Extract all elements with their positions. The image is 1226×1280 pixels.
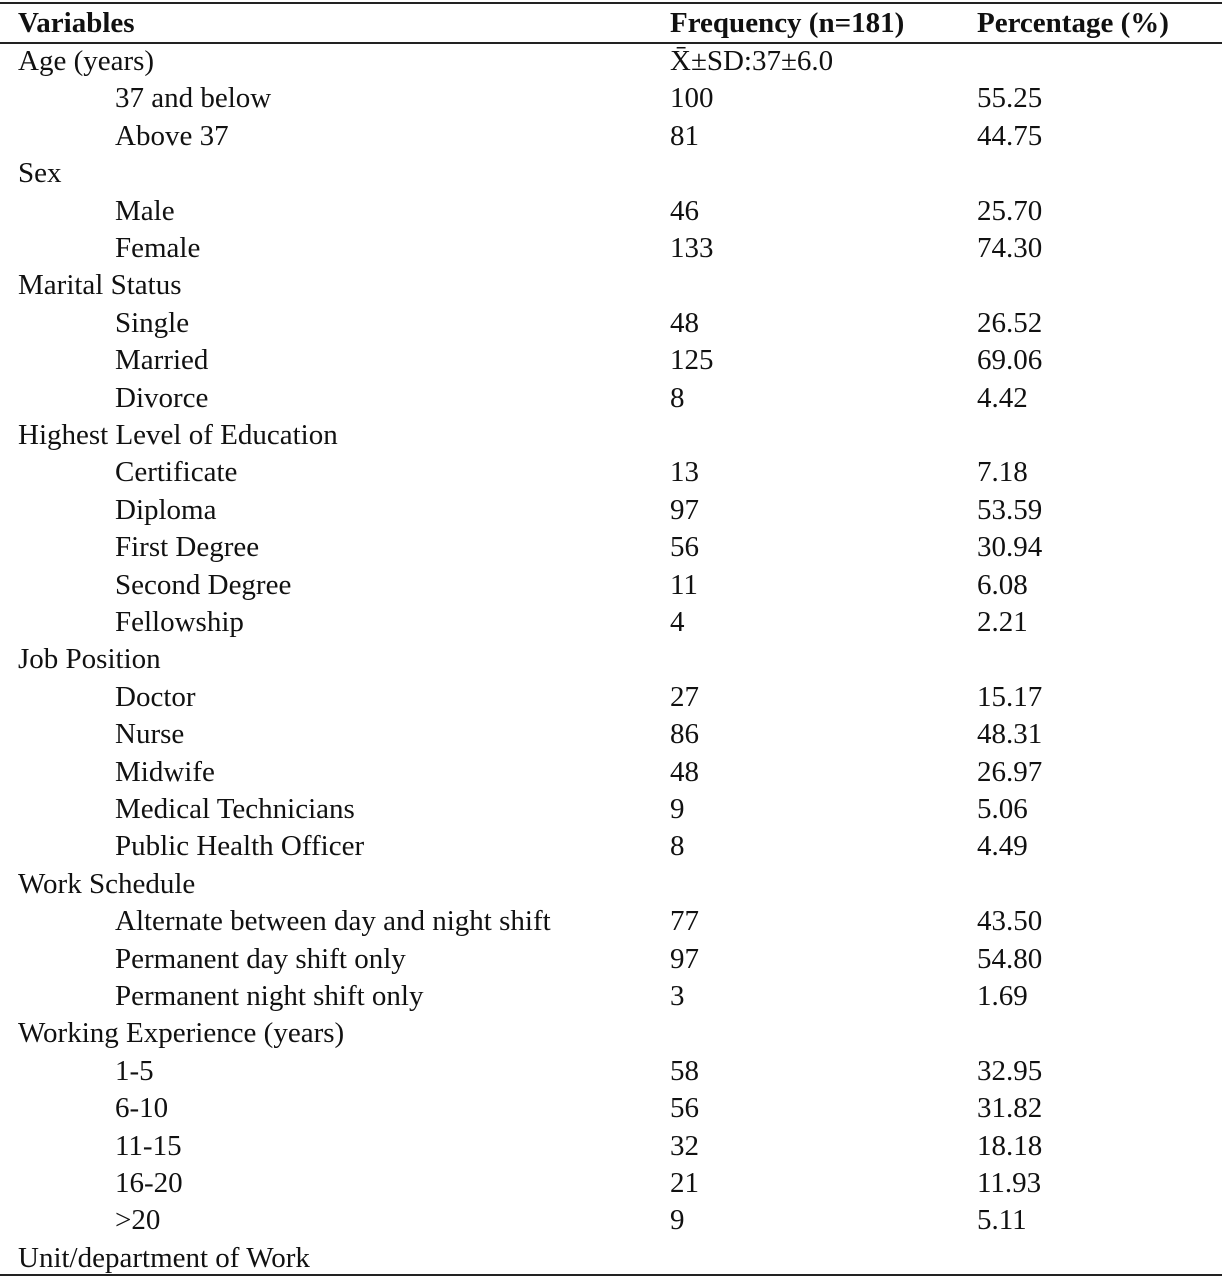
table-row [0,903,1222,940]
table-row [0,679,1222,716]
category-label: Job Position [18,643,161,676]
frequency-cell: 97 [670,493,699,526]
frequency-cell: 8 [670,830,685,863]
table-row [0,716,1222,753]
frequency-cell: 125 [670,344,714,377]
variable-label: Fellowship [115,606,244,638]
table-row [0,118,1222,155]
percentage-cell: 11.93 [977,1167,1042,1199]
variable-label: 37 and below [115,82,272,115]
variable-label: Midwife [115,755,215,788]
percentage-cell: 53.59 [977,493,1043,526]
category-row [0,267,1222,304]
table-row [0,305,1222,342]
percentage-cell: 26.97 [977,755,1043,788]
percentage-cell: 48.31 [977,718,1043,751]
variable-label: 11-15 [115,1129,182,1162]
category-label: Unit/department of Work [18,1241,310,1274]
table-row [0,529,1222,566]
variable-label: Alternate between day and night shift [115,905,551,938]
table-row [0,80,1222,117]
percentage-cell: 6.08 [977,568,1028,601]
table-row [0,978,1222,1015]
variable-label: Permanent night shift only [115,980,424,1012]
table-row [0,454,1222,491]
table-row [0,754,1222,791]
table-row [0,1165,1222,1202]
table-row [0,193,1222,230]
category-label: Age (years) [18,45,155,77]
percentage-cell: 43.50 [977,905,1043,938]
frequency-cell: 21 [670,1167,699,1199]
frequency-cell: 48 [670,306,699,339]
variable-label: Female [115,232,201,264]
percentage-cell: 26.52 [977,306,1043,339]
table-row [0,1202,1222,1239]
percentage-cell: 4.42 [977,381,1028,414]
variable-label: Doctor [115,680,196,713]
variable-label: Above 37 [115,119,229,152]
category-label: Sex [18,157,62,190]
percentage-cell: 2.21 [977,606,1028,638]
variable-label: Certificate [115,456,238,489]
percentage-cell: 32.95 [977,1054,1043,1087]
frequency-cell: 13 [670,456,699,489]
category-label: Work Schedule [18,867,196,900]
percentage-cell: 25.70 [977,194,1043,227]
percentage-cell: 15.17 [977,680,1043,713]
variable-label: 16-20 [115,1167,183,1199]
frequency-cell: 97 [670,942,699,975]
variable-label: Male [115,194,175,227]
category-row [0,155,1222,192]
category-row [0,641,1222,678]
frequency-cell: 56 [670,531,699,564]
category-row [0,43,1222,80]
frequency-cell: X̄±SD:37±6.0 [670,45,834,77]
frequency-cell: 32 [670,1129,699,1162]
category-row [0,417,1222,454]
percentage-cell: 55.25 [977,82,1043,115]
frequency-cell: 27 [670,680,699,713]
frequency-cell: 9 [670,1204,685,1237]
table-row [0,492,1222,529]
percentage-cell: 4.49 [977,830,1028,863]
table-row [0,342,1222,379]
variable-label: >20 [115,1204,161,1237]
frequency-cell: 77 [670,905,699,938]
table-row [0,567,1222,604]
percentage-cell: 7.18 [977,456,1028,489]
percentage-cell: 69.06 [977,344,1043,377]
table-row [0,604,1222,641]
frequency-cell: 9 [670,793,685,825]
frequency-cell: 8 [670,381,685,414]
frequency-cell: 3 [670,980,685,1012]
table-row [0,380,1222,417]
percentage-cell: 5.11 [977,1204,1027,1237]
percentage-cell: 31.82 [977,1092,1043,1125]
frequency-cell: 133 [670,232,714,264]
header-percentage: Percentage (%) [977,7,1169,39]
variable-label: Second Degree [115,568,292,601]
header-variables: Variables [18,7,135,39]
table-row [0,230,1222,267]
table-bottom-rule [0,1274,1222,1276]
frequency-cell: 48 [670,755,699,788]
category-row [0,866,1222,903]
variable-label: Permanent day shift only [115,942,406,975]
frequency-cell: 46 [670,194,699,227]
frequency-cell: 100 [670,82,714,115]
table-row [0,941,1222,978]
table-row [0,791,1222,828]
table-row [0,1090,1222,1127]
variable-label: Divorce [115,381,209,414]
variable-label: Public Health Officer [115,830,365,863]
percentage-cell: 30.94 [977,531,1043,564]
category-label: Working Experience (years) [18,1017,345,1050]
variable-label: Married [115,344,209,377]
table-row [0,828,1222,865]
table-header-row [0,4,1222,42]
variable-label: Single [115,306,190,339]
percentage-cell: 5.06 [977,793,1028,825]
table-row [0,1128,1222,1165]
variable-label: 1-5 [115,1054,154,1087]
category-row [0,1015,1222,1052]
percentage-cell: 18.18 [977,1129,1043,1162]
frequency-cell: 81 [670,119,699,152]
variable-label: Nurse [115,718,185,751]
variable-label: Diploma [115,493,217,526]
percentage-cell: 54.80 [977,942,1043,975]
variable-label: Medical Technicians [115,793,355,825]
category-label: Marital Status [18,269,182,302]
percentage-cell: 74.30 [977,232,1043,264]
frequency-cell: 86 [670,718,699,751]
variable-label: First Degree [115,531,260,564]
frequency-cell: 56 [670,1092,699,1125]
category-row [0,1240,1222,1277]
table-row [0,1053,1222,1090]
header-frequency: Frequency (n=181) [670,7,905,39]
variable-label: 6-10 [115,1092,169,1125]
frequency-cell: 58 [670,1054,699,1087]
percentage-cell: 44.75 [977,119,1043,152]
category-label: Highest Level of Education [18,419,338,451]
frequency-cell: 11 [670,568,698,601]
frequency-cell: 4 [670,606,685,638]
percentage-cell: 1.69 [977,980,1028,1012]
